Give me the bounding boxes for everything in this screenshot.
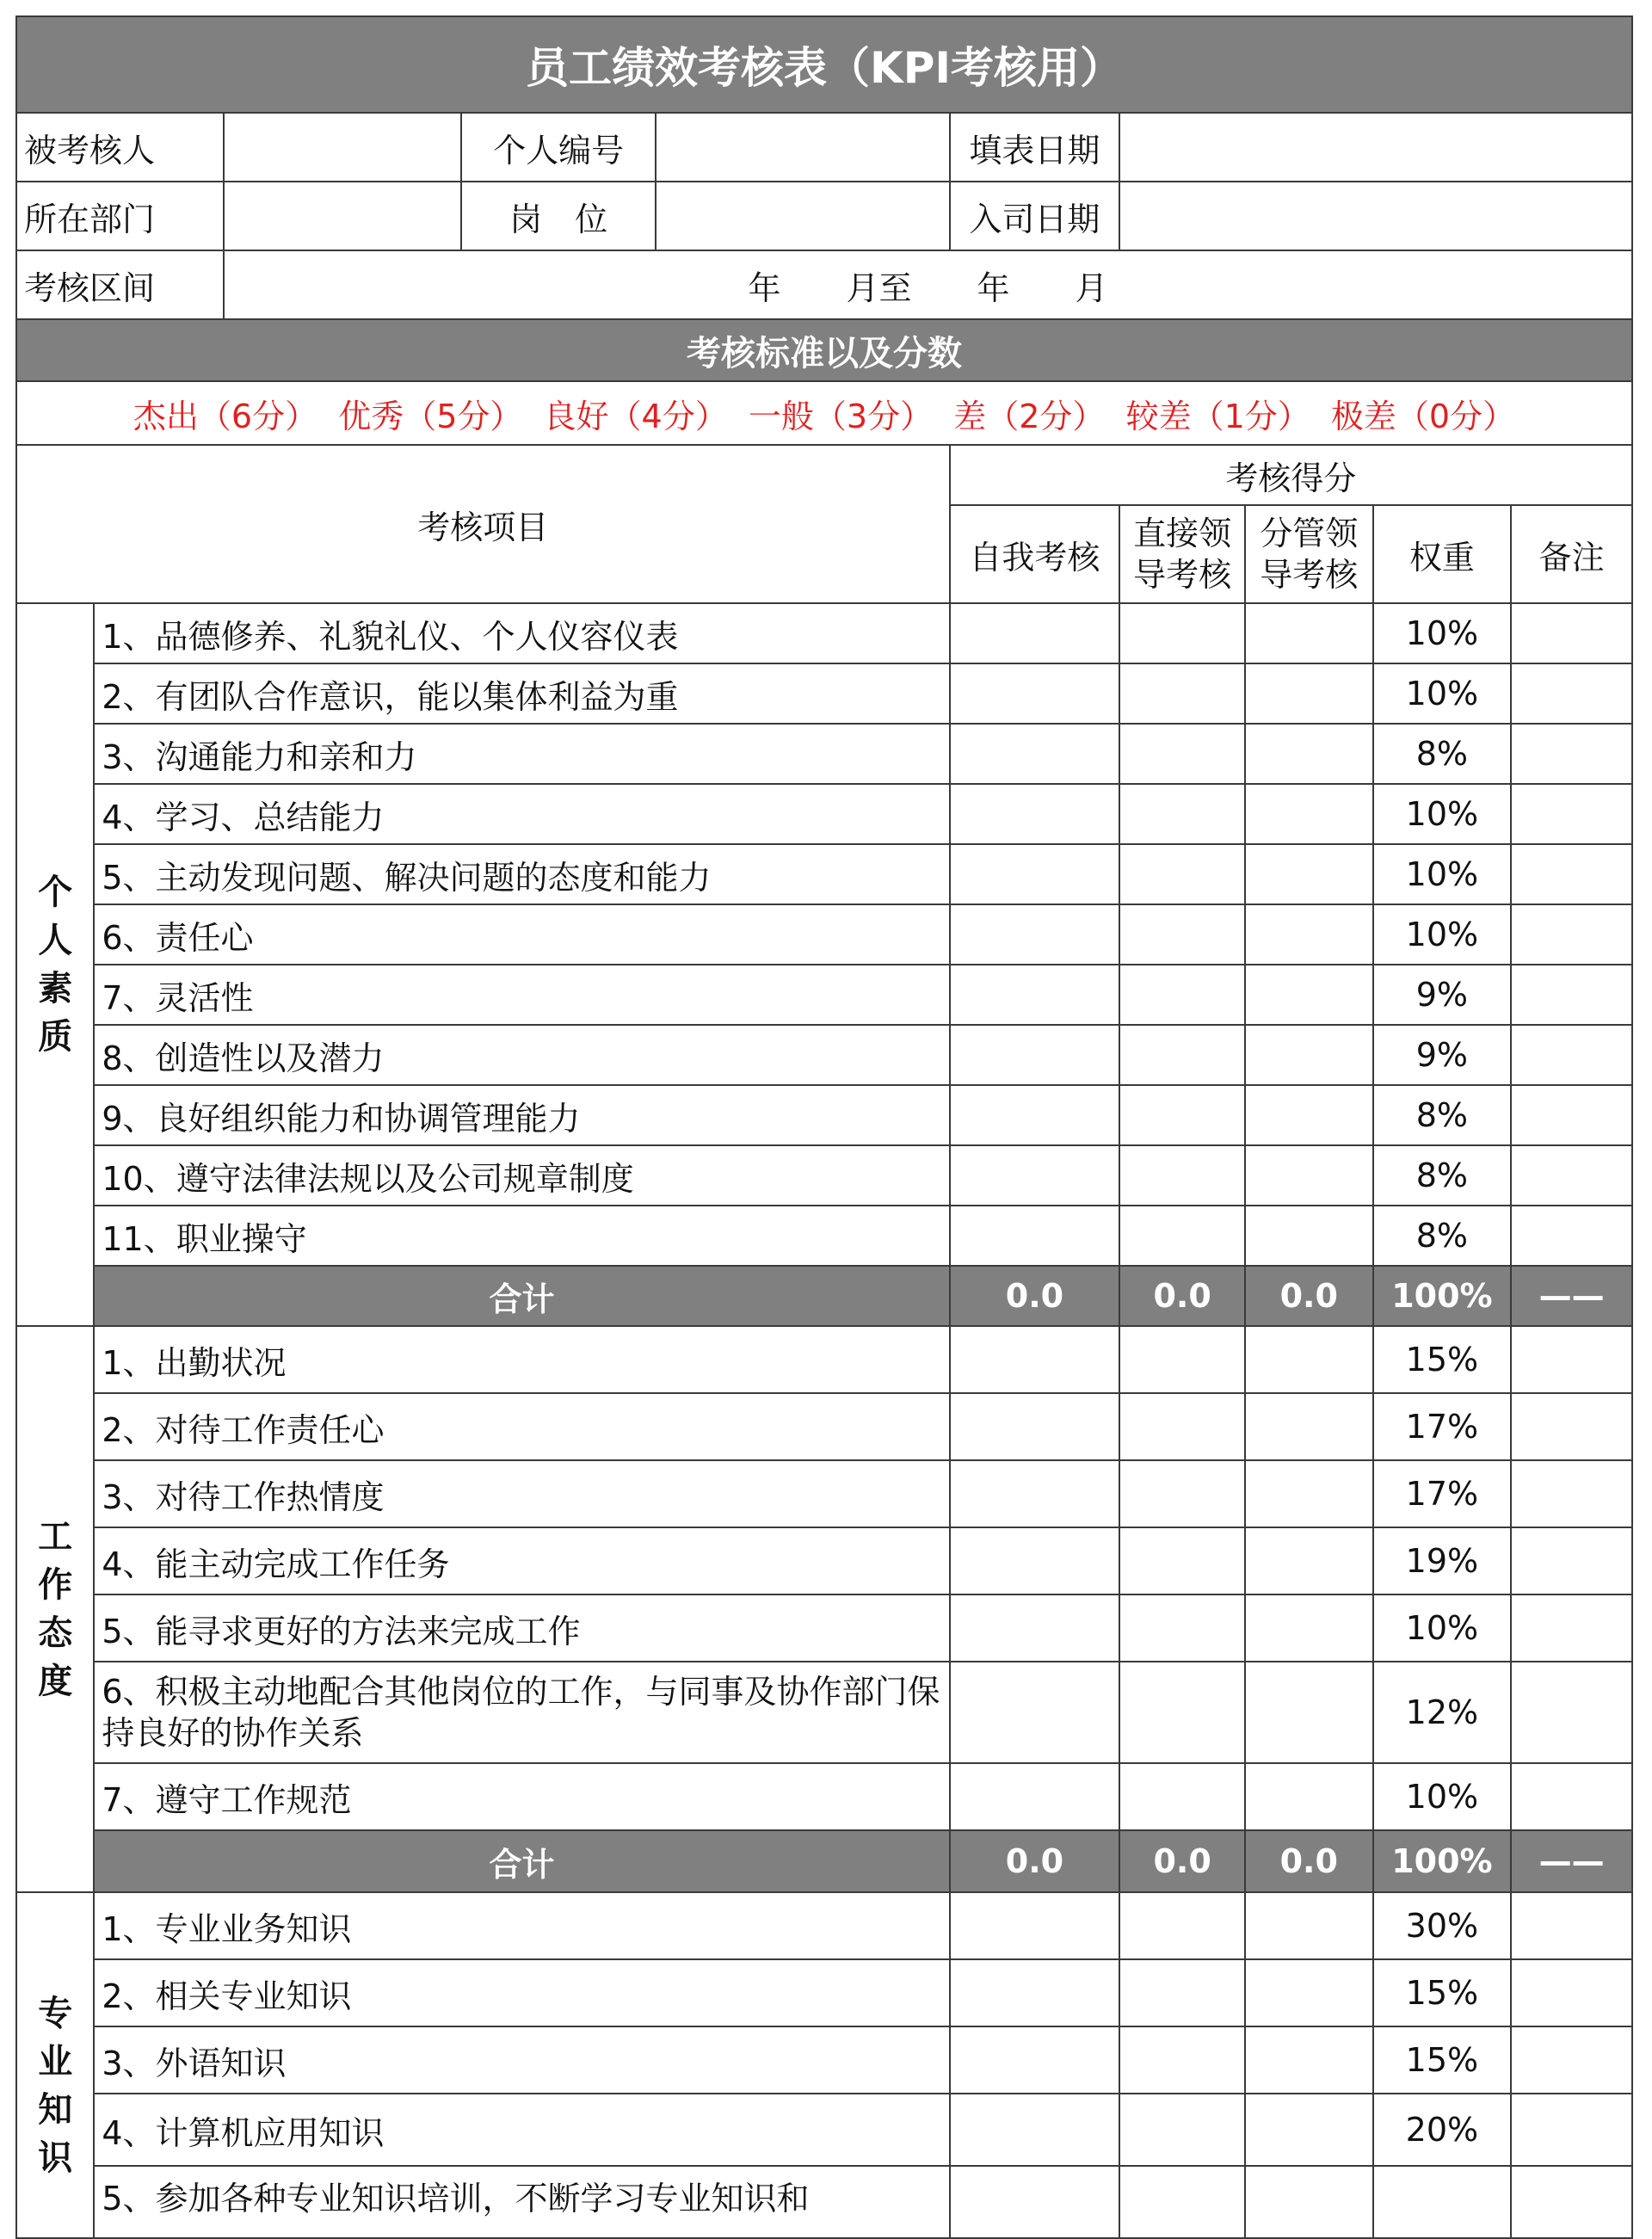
total-row	[16, 1266, 1632, 1326]
remark-cell[interactable]	[1511, 1145, 1632, 1206]
item-label: 7、遵守工作规范	[94, 1763, 949, 1830]
item-label: 6、责任心	[94, 904, 949, 965]
total-label: 合计	[94, 1830, 949, 1892]
standards-title: 考核标准以及分数	[16, 319, 1632, 381]
self-score-cell[interactable]	[950, 1326, 1120, 1393]
weight-cell: 15%	[1373, 1959, 1512, 2026]
self-score-cell[interactable]	[950, 1959, 1120, 2026]
direct-score-cell[interactable]	[1119, 1206, 1245, 1266]
item-label: 3、对待工作热情度	[94, 1460, 949, 1527]
division-score-cell[interactable]	[1245, 1393, 1373, 1460]
category-professional-knowledge	[16, 1892, 94, 2238]
table-row	[16, 1025, 1632, 1085]
self-score-cell[interactable]	[950, 603, 1120, 663]
direct-score-cell[interactable]	[1119, 904, 1245, 965]
direct-score-cell[interactable]	[1119, 1460, 1245, 1527]
direct-score-cell[interactable]	[1119, 965, 1245, 1025]
item-label: 8、创造性以及潜力	[94, 1025, 949, 1085]
total-remark: ——	[1511, 1266, 1632, 1326]
item-label: 3、外语知识	[94, 2026, 949, 2094]
table-row	[16, 2094, 1632, 2166]
total-label: 合计	[94, 1266, 949, 1326]
division-score-cell[interactable]	[1245, 1892, 1373, 1959]
weight-header: 权重	[1373, 505, 1512, 603]
division-score-cell[interactable]	[1245, 1527, 1373, 1594]
direct-score-cell[interactable]	[1119, 1594, 1245, 1662]
division-score-cell[interactable]	[1245, 1763, 1373, 1830]
item-label: 11、职业操守	[94, 1206, 949, 1266]
self-score-cell[interactable]	[950, 1025, 1120, 1085]
table-row	[16, 1892, 1632, 1959]
division-score-cell[interactable]	[1245, 1326, 1373, 1393]
table-row	[16, 663, 1632, 724]
division-score-cell[interactable]	[1245, 1594, 1373, 1662]
sheet-title: 员工绩效考核表（KPI考核用）	[16, 16, 1632, 113]
weight-cell: 19%	[1373, 1527, 1512, 1594]
item-label: 2、有团队合作意识，能以集体利益为重	[94, 663, 949, 724]
weight-cell: 20%	[1373, 2094, 1512, 2166]
division-score-cell[interactable]	[1245, 784, 1373, 844]
self-score-cell[interactable]	[950, 1527, 1120, 1594]
category-char: 态	[38, 1613, 73, 1653]
table-row	[16, 1594, 1632, 1662]
weight-cell: 9%	[1373, 1025, 1512, 1085]
join-date-value[interactable]	[1119, 182, 1632, 250]
direct-score-cell[interactable]	[1119, 1085, 1245, 1145]
self-score-cell[interactable]	[950, 1206, 1120, 1266]
division-score-cell[interactable]	[1245, 2094, 1373, 2166]
direct-score-cell[interactable]	[1119, 724, 1245, 784]
table-row	[16, 1326, 1632, 1393]
weight-cell: 10%	[1373, 784, 1512, 844]
table-row	[16, 1959, 1632, 2026]
category-char: 人	[38, 921, 73, 960]
remark-cell[interactable]	[1511, 1594, 1632, 1662]
table-row	[16, 904, 1632, 965]
emp-no-value[interactable]	[656, 113, 949, 182]
item-label: 2、对待工作责任心	[94, 1393, 949, 1460]
remark-cell[interactable]	[1511, 904, 1632, 965]
division-score-cell[interactable]	[1245, 1959, 1373, 2026]
weight-cell: 10%	[1373, 1763, 1512, 1830]
remark-cell[interactable]	[1511, 2026, 1632, 2094]
division-score-cell[interactable]	[1245, 1145, 1373, 1206]
department-value[interactable]	[224, 182, 461, 250]
table-row	[16, 1763, 1632, 1830]
direct-score-cell[interactable]	[1119, 1892, 1245, 1959]
scoring-scale: 杰出（6分） 优秀（5分） 良好（4分） 一般（3分） 差（2分） 较差（1分） 极差（0分）	[16, 381, 1632, 445]
remark-cell[interactable]	[1511, 1085, 1632, 1145]
total-self: 0.0	[950, 1830, 1120, 1892]
self-score-cell[interactable]	[950, 1892, 1120, 1959]
category-char: 质	[38, 1017, 73, 1057]
examinee-value[interactable]	[224, 113, 461, 182]
table-row	[16, 1393, 1632, 1460]
remark-cell[interactable]	[1511, 1326, 1632, 1393]
self-score-cell[interactable]	[950, 784, 1120, 844]
item-label: 4、能主动完成工作任务	[94, 1527, 949, 1594]
remark-cell[interactable]	[1511, 724, 1632, 784]
position-value[interactable]	[656, 182, 949, 250]
remark-cell[interactable]	[1511, 1959, 1632, 2026]
weight-cell: 17%	[1373, 1393, 1512, 1460]
weight-cell: 15%	[1373, 1326, 1512, 1393]
self-score-cell[interactable]	[950, 904, 1120, 965]
fill-date-label: 填表日期	[950, 113, 1120, 182]
remark-cell[interactable]	[1511, 1527, 1632, 1594]
category-char: 作	[38, 1565, 73, 1605]
self-score-cell[interactable]	[950, 1594, 1120, 1662]
direct-score-cell[interactable]	[1119, 2026, 1245, 2094]
total-direct: 0.0	[1119, 1830, 1245, 1892]
division-score-cell[interactable]	[1245, 724, 1373, 784]
remark-cell[interactable]	[1511, 1460, 1632, 1527]
item-label: 4、计算机应用知识	[94, 2094, 949, 2166]
self-score-cell[interactable]	[950, 1763, 1120, 1830]
remark-cell[interactable]	[1511, 965, 1632, 1025]
direct-score-cell[interactable]	[1119, 1959, 1245, 2026]
table-row	[16, 844, 1632, 904]
item-label: 1、品德修养、礼貌礼仪、个人仪容仪表	[94, 603, 949, 663]
remark-cell[interactable]	[1511, 1763, 1632, 1830]
remark-cell[interactable]	[1511, 784, 1632, 844]
table-row	[16, 2166, 1632, 2238]
division-score-cell[interactable]	[1245, 1206, 1373, 1266]
item-header: 考核项目	[16, 445, 950, 603]
emp-no-label: 个人编号	[461, 113, 656, 182]
self-score-cell[interactable]	[950, 1662, 1120, 1763]
weight-cell: 8%	[1373, 724, 1512, 784]
direct-score-cell[interactable]	[1119, 784, 1245, 844]
weight-cell: 10%	[1373, 603, 1512, 663]
remark-cell[interactable]	[1511, 2094, 1632, 2166]
remark-cell[interactable]	[1511, 1025, 1632, 1085]
total-weight: 100%	[1373, 1266, 1512, 1326]
table-row	[16, 1206, 1632, 1266]
weight-cell	[1373, 2166, 1512, 2238]
self-score-cell[interactable]	[950, 1145, 1120, 1206]
total-division: 0.0	[1245, 1830, 1373, 1892]
category-label	[17, 1513, 93, 1705]
remark-cell[interactable]	[1511, 1393, 1632, 1460]
table-row	[16, 784, 1632, 844]
weight-cell: 8%	[1373, 1145, 1512, 1206]
item-label: 10、遵守法律法规以及公司规章制度	[94, 1145, 949, 1206]
position-label: 岗 位	[461, 182, 656, 250]
division-score-cell[interactable]	[1245, 663, 1373, 724]
weight-cell: 30%	[1373, 1892, 1512, 1959]
direct-score-cell[interactable]	[1119, 1662, 1245, 1763]
weight-cell: 8%	[1373, 1206, 1512, 1266]
direct-score-cell[interactable]	[1119, 2166, 1245, 2238]
self-score-cell[interactable]	[950, 844, 1120, 904]
remark-cell[interactable]	[1511, 844, 1632, 904]
category-char: 度	[38, 1662, 73, 1701]
division-score-cell[interactable]	[1245, 2166, 1373, 2238]
total-division: 0.0	[1245, 1266, 1373, 1326]
weight-cell: 10%	[1373, 663, 1512, 724]
score-group-header: 考核得分	[950, 445, 1632, 505]
division-score-cell[interactable]	[1245, 844, 1373, 904]
category-char: 识	[38, 2138, 73, 2178]
total-weight: 100%	[1373, 1830, 1512, 1892]
item-label: 5、能寻求更好的方法来完成工作	[94, 1594, 949, 1662]
self-score-cell[interactable]	[950, 1393, 1120, 1460]
table-row	[16, 724, 1632, 784]
weight-cell: 17%	[1373, 1460, 1512, 1527]
examinee-label: 被考核人	[16, 113, 224, 182]
remark-cell[interactable]	[1511, 603, 1632, 663]
category-char: 专	[38, 1994, 73, 2033]
self-score-cell[interactable]	[950, 2094, 1120, 2166]
item-label: 9、良好组织能力和协调管理能力	[94, 1085, 949, 1145]
weight-cell: 12%	[1373, 1662, 1512, 1763]
category-char: 个	[38, 873, 73, 912]
remark-header: 备注	[1511, 505, 1632, 603]
division-score-cell[interactable]	[1245, 1662, 1373, 1763]
total-row	[16, 1830, 1632, 1892]
self-score-cell[interactable]	[950, 2166, 1120, 2238]
category-label	[17, 868, 93, 1061]
item-label: 3、沟通能力和亲和力	[94, 724, 949, 784]
self-score-cell[interactable]	[950, 2026, 1120, 2094]
table-row	[16, 1085, 1632, 1145]
division-score-cell[interactable]	[1245, 1085, 1373, 1145]
item-label: 1、专业业务知识	[94, 1892, 949, 1959]
weight-cell: 15%	[1373, 2026, 1512, 2094]
direct-score-cell[interactable]	[1119, 603, 1245, 663]
remark-cell[interactable]	[1511, 1662, 1632, 1763]
division-score-cell[interactable]	[1245, 1025, 1373, 1085]
item-label: 6、积极主动地配合其他岗位的工作，与同事及协作部门保持良好的协作关系	[94, 1662, 949, 1763]
total-remark: ——	[1511, 1830, 1632, 1892]
weight-cell: 10%	[1373, 904, 1512, 965]
total-self: 0.0	[950, 1266, 1120, 1326]
kpi-sheet	[15, 15, 1633, 2239]
table-row	[16, 2026, 1632, 2094]
category-char: 素	[38, 969, 73, 1008]
direct-score-cell[interactable]	[1119, 844, 1245, 904]
category-work-attitude	[16, 1326, 94, 1892]
direct-score-cell[interactable]	[1119, 1763, 1245, 1830]
division-score-cell[interactable]	[1245, 2026, 1373, 2094]
division-score-cell[interactable]	[1245, 1460, 1373, 1527]
item-label: 7、灵活性	[94, 965, 949, 1025]
direct-score-cell[interactable]	[1119, 1025, 1245, 1085]
self-score-cell[interactable]	[950, 1460, 1120, 1527]
table-row	[16, 1527, 1632, 1594]
division-score-cell[interactable]	[1245, 603, 1373, 663]
category-char: 知	[38, 2090, 73, 2130]
weight-cell: 8%	[1373, 1085, 1512, 1145]
category-char: 业	[38, 2042, 73, 2082]
total-direct: 0.0	[1119, 1266, 1245, 1326]
join-date-label: 入司日期	[950, 182, 1120, 250]
remark-cell[interactable]	[1511, 663, 1632, 724]
self-score-cell[interactable]	[950, 965, 1120, 1025]
division-leader-header: 分管领导考核	[1245, 505, 1373, 603]
category-personal-quality	[16, 603, 94, 1326]
period-value[interactable]: 年 月至 年 月	[224, 250, 1632, 319]
item-label: 4、学习、总结能力	[94, 784, 949, 844]
remark-cell[interactable]	[1511, 1206, 1632, 1266]
fill-date-value[interactable]	[1119, 113, 1632, 182]
direct-score-cell[interactable]	[1119, 2094, 1245, 2166]
department-label: 所在部门	[16, 182, 224, 250]
item-label: 1、出勤状况	[94, 1326, 949, 1393]
self-score-header: 自我考核	[950, 505, 1120, 603]
direct-leader-header: 直接领导考核	[1119, 505, 1245, 603]
table-row	[16, 965, 1632, 1025]
direct-score-cell[interactable]	[1119, 1393, 1245, 1460]
period-label: 考核区间	[16, 250, 224, 319]
weight-cell: 10%	[1373, 1594, 1512, 1662]
self-score-cell[interactable]	[950, 1085, 1120, 1145]
direct-score-cell[interactable]	[1119, 1527, 1245, 1594]
direct-score-cell[interactable]	[1119, 1326, 1245, 1393]
self-score-cell[interactable]	[950, 663, 1120, 724]
category-label	[17, 1989, 93, 2182]
category-char: 工	[38, 1517, 73, 1557]
remark-cell[interactable]	[1511, 1892, 1632, 1959]
table-row	[16, 1145, 1632, 1206]
table-row	[16, 1662, 1632, 1763]
division-score-cell[interactable]	[1245, 965, 1373, 1025]
item-label: 5、参加各种专业知识培训，不断学习专业知识和	[94, 2166, 949, 2238]
division-score-cell[interactable]	[1245, 904, 1373, 965]
item-label: 2、相关专业知识	[94, 1959, 949, 2026]
item-label: 5、主动发现问题、解决问题的态度和能力	[94, 844, 949, 904]
table-row	[16, 603, 1632, 663]
remark-cell[interactable]	[1511, 2166, 1632, 2238]
direct-score-cell[interactable]	[1119, 663, 1245, 724]
weight-cell: 9%	[1373, 965, 1512, 1025]
weight-cell: 10%	[1373, 844, 1512, 904]
self-score-cell[interactable]	[950, 724, 1120, 784]
kpi-table	[15, 15, 1633, 2239]
table-row	[16, 1460, 1632, 1527]
direct-score-cell[interactable]	[1119, 1145, 1245, 1206]
